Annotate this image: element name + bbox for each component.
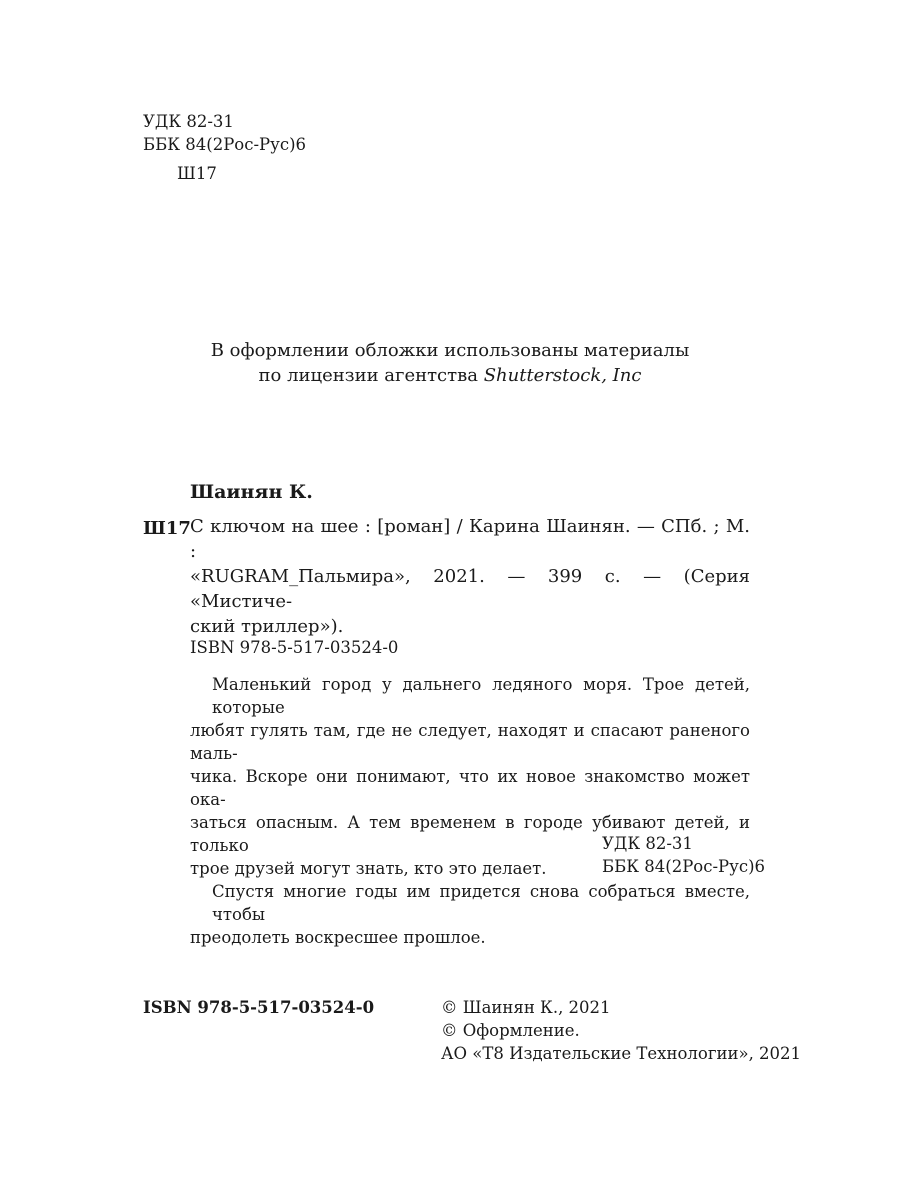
annotation-line: преодолеть воскресшее прошлое.	[190, 928, 486, 947]
udk-code: УДК 82-31	[143, 112, 234, 131]
annotation-line: Маленький город у дальнего ледяного моря. Трое детей, которые	[212, 675, 750, 717]
author-heading: Шаинян К.	[190, 481, 313, 503]
cover-credit-prefix: по лицензии агентства	[258, 365, 484, 386]
agency-name: Shutterstock, Inc	[483, 365, 642, 386]
classification-codes-top	[143, 110, 306, 156]
author-sign: Ш17	[177, 164, 217, 183]
copyright-line: АО «Т8 Издательские Технологии», 2021	[441, 1044, 802, 1063]
annotation-line: заться опасным. А тем временем в городе убивают детей, и только	[190, 813, 750, 855]
isbn-bold: ISBN 978-5-517-03524-0	[143, 998, 375, 1017]
cover-credit-line-2	[0, 363, 900, 388]
annotation	[190, 673, 750, 949]
isbn-text: ISBN 978-5-517-03524-0	[190, 638, 399, 657]
biblio-line: «RUGRAM_Пальмира», 2021. — 399 с. — (Серия «Мистиче-	[190, 566, 750, 612]
copyright-line: © Шаинян К., 2021	[441, 998, 611, 1017]
bbk-code: ББК 84(2Рос-Рус)6	[143, 135, 307, 154]
annotation-line: чика. Вскоре они понимают, что их новое знакомство может ока-	[190, 767, 750, 809]
biblio-line: С ключом на шее : [роман] / Карина Шаинян. — СПб. ; М. :	[190, 516, 750, 562]
catalog-author-sign: Ш17	[143, 518, 191, 539]
biblio-line: ский триллер»).	[190, 616, 344, 637]
annotation-line: любят гулять там, где не следует, находят и спасают раненого маль-	[190, 721, 750, 763]
copyright-line: © Оформление.	[441, 1021, 580, 1040]
bbk-code: ББК 84(2Рос-Рус)6	[602, 857, 766, 876]
annotation-line: Спустя многие годы им придется снова собраться вместе, чтобы	[212, 882, 750, 924]
annotation-line: трое друзей могут знать, кто это делает.	[190, 859, 547, 878]
udk-code: УДК 82-31	[602, 834, 693, 853]
classification-codes-bottom	[602, 832, 765, 878]
bibliographic-description	[190, 514, 750, 639]
copyright-block	[441, 996, 801, 1065]
cover-credit-line-1: В оформлении обложки использованы материалы	[210, 340, 690, 361]
cover-credit	[0, 338, 900, 388]
